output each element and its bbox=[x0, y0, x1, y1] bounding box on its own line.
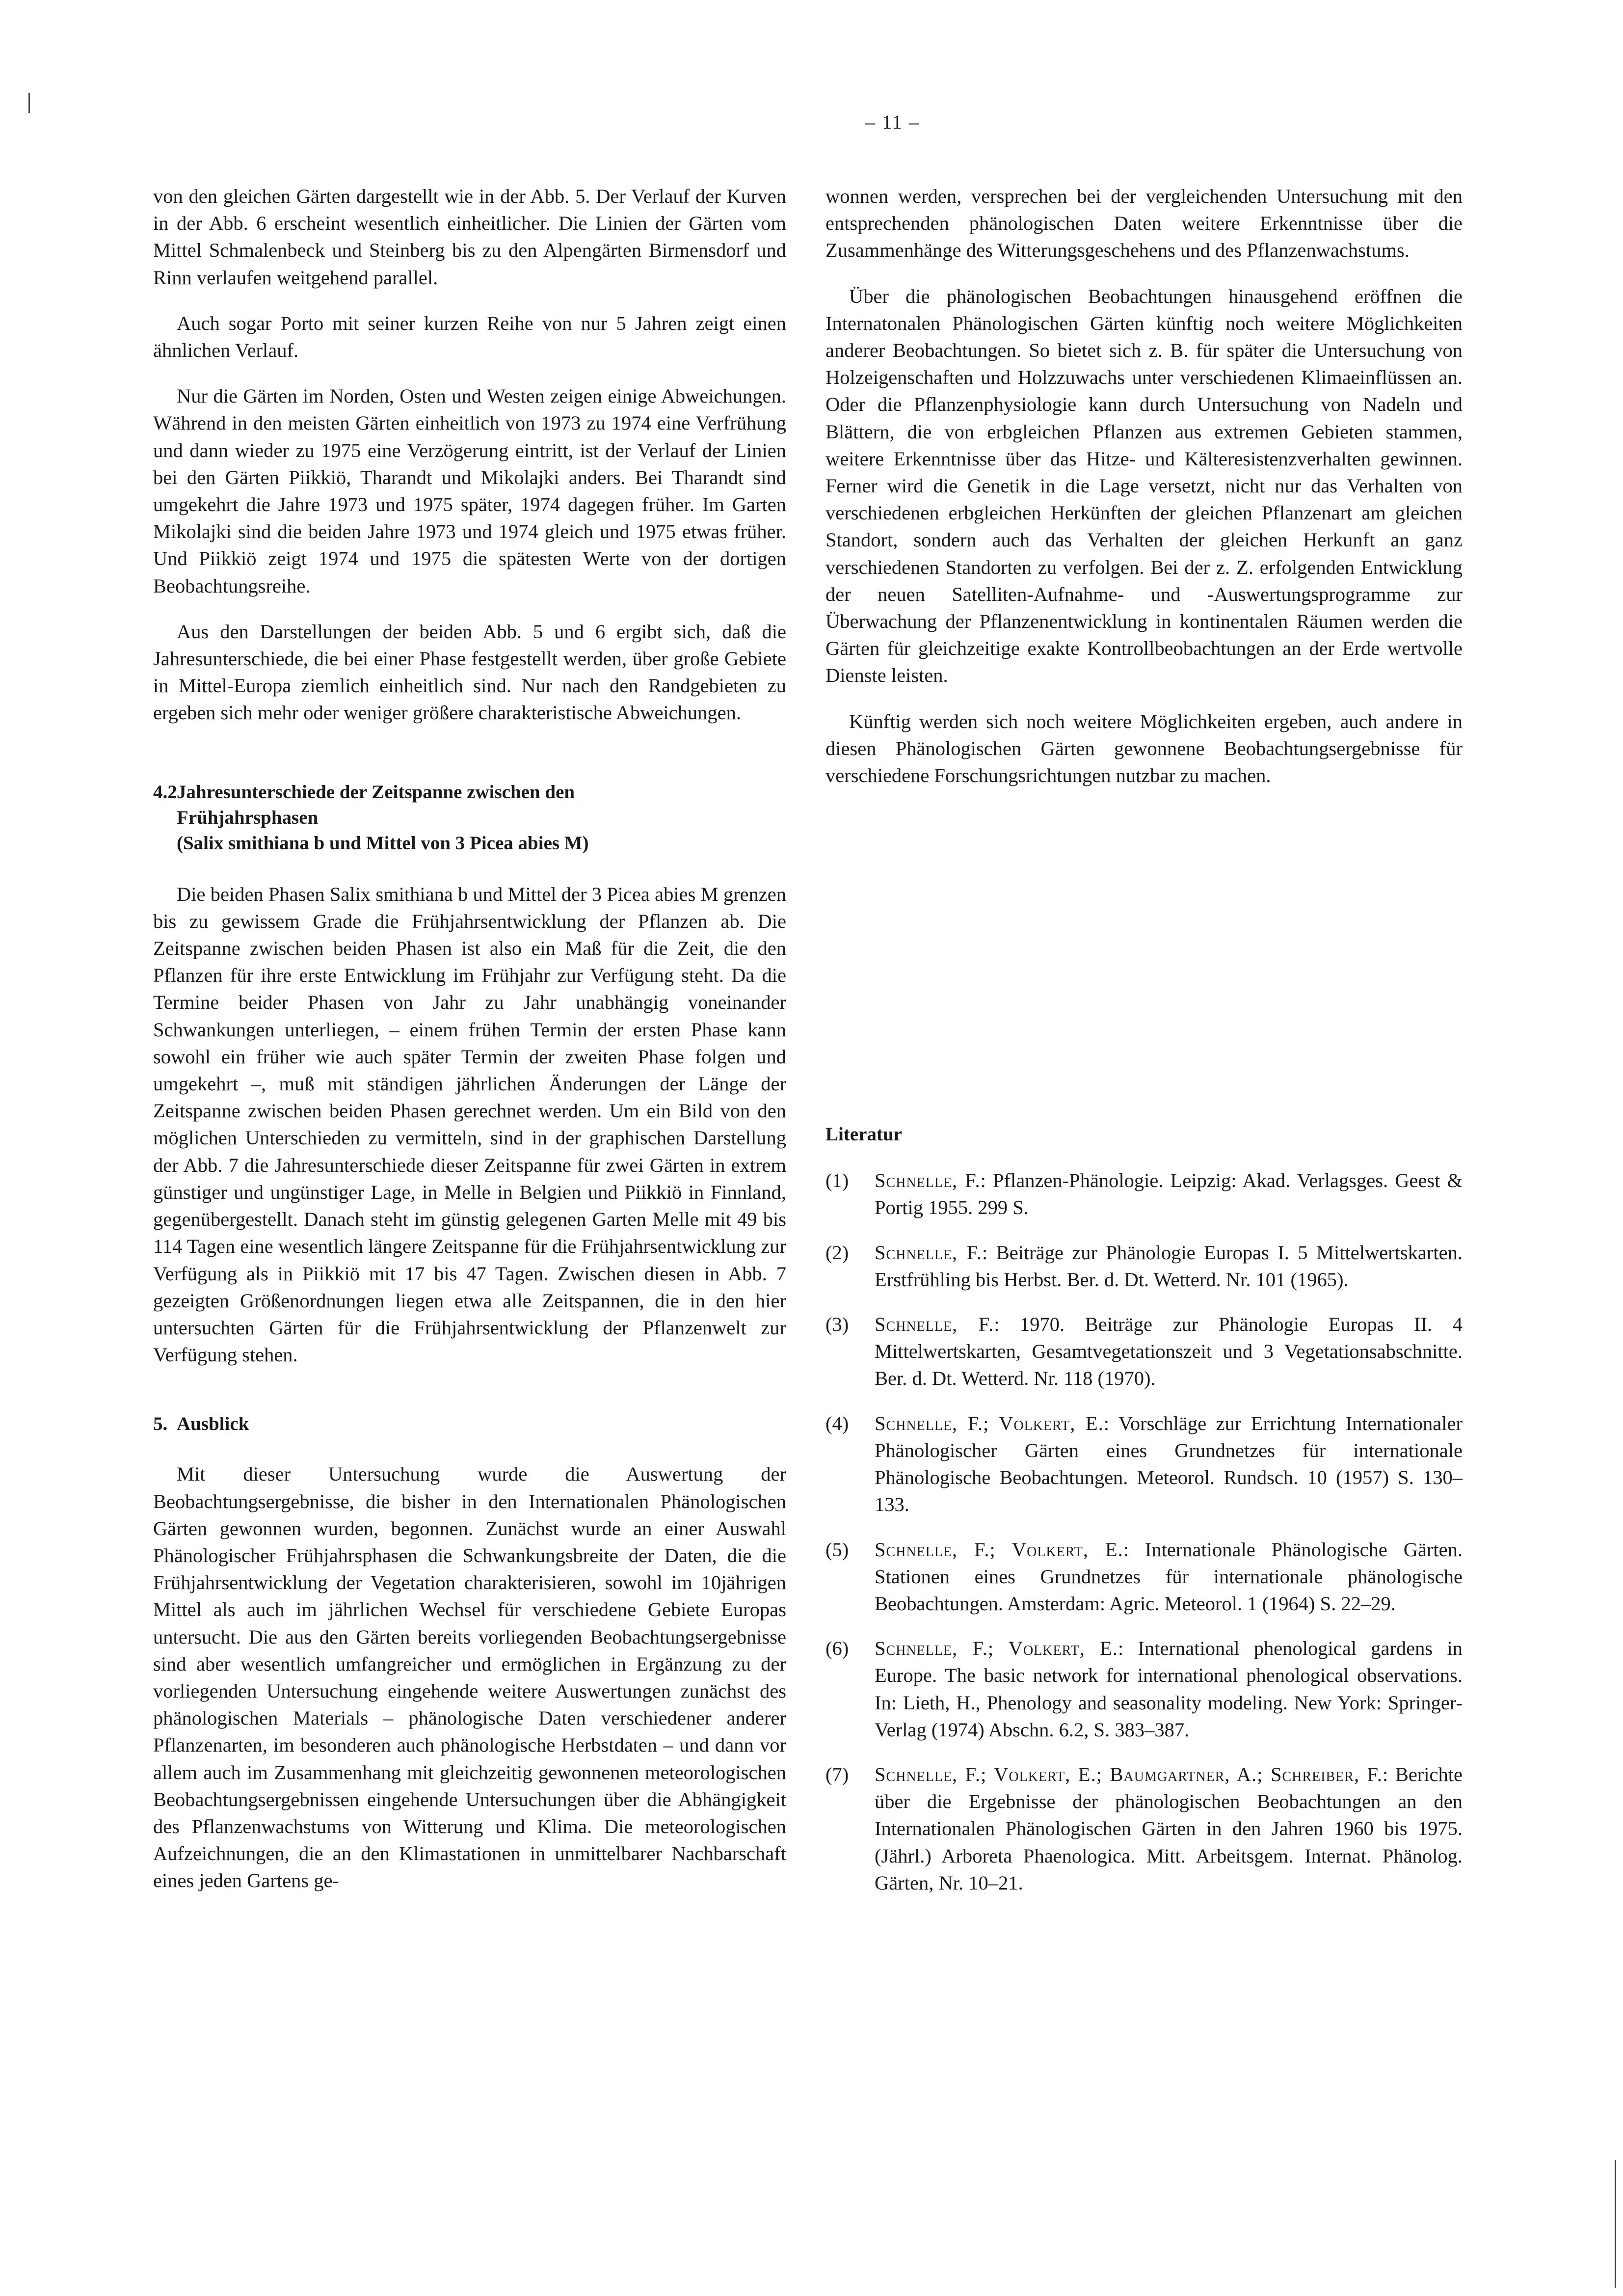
reference-item bbox=[825, 1536, 1463, 1618]
reference-number: (2) bbox=[825, 1241, 849, 1264]
body-paragraph: Über die phänologischen Beobachtungen hinausgehend eröffnen die Internatonalen Phänologischen Gärten künftig noch weitere Möglichkeiten anderer Beobachtungen. So bietet sich z. B. für später die Untersuchung von Holzeigenschaften und Holzzuwachs unter verschiedenen Klimaeinflüssen an. Oder die Pflanzenphysiologie kann durch Untersuchung von Nadeln und Blättern, die von erbgleichen Pflanzen aus extremen Gebieten stammen, weitere Erkenntnisse über das Hitze- und Kälteresistenzverhalten gewinnen. Ferner wird die Genetik in die Lage versetzt, nicht nur das Verhalten von verschiedenen erbgleichen Herkünften der gleichen Pflanzenart am gleichen Standort, sondern auch das Verhalten der gleichen Herkunft an ganz verschiedenen Standorten zu verfolgen. Bei der z. Z. erfolgenden Entwicklung der neuen Satelliten-Aufnahme- und -Auswertungsprogramme zur Überwachung der Pflanzenentwicklung in kontinentalen Räumen werden die Gärten für gleichzeitige exakte Kontrollbeobachtungen an der Erde wertvolle Dienste leisten. bbox=[825, 285, 1463, 687]
section-heading-5 bbox=[153, 1411, 786, 1437]
scan-edge-mark bbox=[1615, 2160, 1616, 2288]
reference-text: : Internationale Phänologische Gärten. Stationen eines Grundnetzes für internationale phänologische Beobachtungen. Amsterdam: Agric. Meteorol. 1 (1964) S. 22–29. bbox=[875, 1538, 1463, 1615]
reference-item bbox=[825, 1167, 1463, 1221]
body-paragraph: Die beiden Phasen Salix smithiana b und Mittel der 3 Picea abies M grenzen bis zu gewissem Grade die Frühjahrsentwicklung der Pflanzen ab. Die Zeitspanne zwischen beiden Phasen ist also ein Maß für die Zeit, die den Pflanzen für ihre erste Entwicklung im Frühjahr zur Verfügung steht. Da die Termine beider Phasen von Jahr zu Jahr unabhängig voneinander Schwankungen unterliegen, – einem frühen Termin der ersten Phase kann sowohl ein früher wie auch später Termin der zweiten Phase folgen und umgekehrt –, muß mit ständigen jährlichen Änderungen der Länge der Zeitspanne zwischen beiden Phasen gerechnet werden. Um ein Bild von den möglichen Unterschieden zu vermitteln, sind in der graphischen Darstellung der Abb. 7 die Jahresunterschiede dieser Zeitspanne für zwei Gärten in extrem günstiger und ungünstiger Lage, in Melle in Belgien und Piikkiö in Finnland, gegenübergestellt. Danach steht im günstig gelegenen Garten Melle mit 49 bis 114 Tagen eine wesentlich längere Zeitspanne für die Frühjahrsentwicklung zur Verfügung als in Piikkiö mit 17 bis 47 Tagen. Zwischen diesen in Abb. 7 gezeigten Größenordnungen liegen etwa alle Zeitspannen, die in den hier untersuchten Gärten für die Frühjahrsentwicklung der Pflanzenwelt zur Verfügung stehen. bbox=[153, 883, 786, 1366]
body-paragraph: wonnen werden, versprechen bei der vergleichenden Untersuchung mit den entsprechenden phänologischen Daten weitere Erkenntnisse über die Zusammenhänge des Witterungsgeschehens und des Pflanzenwachstums. bbox=[825, 185, 1463, 262]
reference-number: (1) bbox=[825, 1169, 849, 1192]
reference-item bbox=[825, 1761, 1463, 1896]
reference-text: : Beiträge zur Phänologie Europas I. 5 Mittelwertskarten. Erstfrühling bis Herbst. Ber. d. Dt. Wetterd. Nr. 101 (1965). bbox=[875, 1241, 1463, 1291]
reference-authors: Schnelle, F. bbox=[875, 1313, 994, 1336]
section-heading-4-2 bbox=[153, 780, 786, 856]
left-column bbox=[153, 183, 786, 1913]
reference-number: (4) bbox=[825, 1412, 849, 1434]
section-title-line: Jahresunterschiede der Zeitspanne zwischen den bbox=[177, 781, 575, 803]
section-title-line: (Salix smithiana b und Mittel von 3 Picea abies M) bbox=[177, 832, 589, 854]
reference-number: (5) bbox=[825, 1538, 849, 1561]
reference-text: : Vorschläge zur Errichtung Internationaler Phänologischer Gärten eines Grundnetzes für internationale Phänologische Beobachtungen. Meteorol. Rundsch. 10 (1957) S. 130–133. bbox=[875, 1412, 1463, 1516]
reference-number: (3) bbox=[825, 1313, 849, 1336]
reference-text: : Pflanzen-Phänologie. Leipzig: Akad. Verlagsges. Geest & Portig 1955. 299 S. bbox=[875, 1169, 1463, 1219]
reference-authors: Schnelle, F.; Volkert, E. bbox=[875, 1637, 1118, 1660]
reference-authors: Schnelle, F.; Volkert, E. bbox=[875, 1538, 1123, 1561]
body-paragraph: Künftig werden sich noch weitere Möglichkeiten ergeben, auch andere in diesen Phänologischen Gärten gewonnene Beobachtungsergebnisse für verschiedene Forschungsrichtungen nutzbar zu machen. bbox=[825, 710, 1463, 787]
section-title-line: Frühjahrsphasen bbox=[177, 807, 319, 828]
scan-edge-mark bbox=[28, 93, 30, 113]
reference-list bbox=[825, 1167, 1463, 1896]
section-number: 5. bbox=[153, 1413, 168, 1435]
reference-item bbox=[825, 1239, 1463, 1293]
reference-text: : 1970. Beiträge zur Phänologie Europas II. 4 Mittelwertskarten, Gesamtvegetationszeit und 3 Vegetationsabschnitte. Ber. d. Dt. Wetterd. Nr. 118 (1970). bbox=[875, 1313, 1463, 1390]
body-paragraph: von den gleichen Gärten dargestellt wie in der Abb. 5. Der Verlauf der Kurven in der Abb. 6 erscheint wesentlich einheitlicher. Die Linien der Gärten vom Mittel Schmalenbeck und Steinberg bis zu den Alpengärten Birmensdorf und Rinn verlaufen weitgehend parallel. bbox=[153, 185, 786, 289]
reference-number: (7) bbox=[825, 1763, 849, 1785]
reference-item bbox=[825, 1410, 1463, 1518]
body-paragraph: Auch sogar Porto mit seiner kurzen Reihe von nur 5 Jahren zeigt einen ähnlichen Verlauf. bbox=[153, 312, 786, 362]
reference-authors: Schnelle, F.; Volkert, E.; Baumgartner, A.; Schreiber, F. bbox=[875, 1763, 1383, 1785]
page-number: – 11 – bbox=[865, 111, 920, 133]
reference-item bbox=[825, 1635, 1463, 1743]
reference-authors: Schnelle, F. bbox=[875, 1169, 981, 1192]
body-paragraph: Mit dieser Untersuchung wurde die Auswertung der Beobachtungsergebnisse, die bisher in den Internationalen Phänologischen Gärten gewonnen wurden, begonnen. Zunächst wurde an einer Auswahl Phänologischer Frühjahrsphasen die Schwankungsbreite der Daten, die die Frühjahrsentwicklung der Vegetation charakterisieren, sowohl im 10jährigen Mittel als auch im jährlichen Wechsel für verschiedene Gebiete Europas untersucht. Die aus den Gärten bereits vorliegenden Beobachtungsergebnisse sind aber wesentlich umfangreicher und ermöglichen in Ergänzung zu der vorliegenden Untersuchung eingehende weitere Auswertungen zunächst des phänologischen Materials – phänologische Daten verschiedener anderer Pflanzenarten, im besonderen auch phänologische Herbstdaten – und dann vor allem auch im Zusammenhang mit gleichzeitig gewonnenen meteorologischen Beobachtungsergebnissen eingehende Untersuchungen über die Abhängigkeit des Pflanzenwachstums von Witterung und Klima. Die meteorologischen Aufzeichnungen, die an den Klimastationen in unmittelbarer Nachbarschaft eines jeden Gartens ge- bbox=[153, 1463, 786, 1892]
reference-number: (6) bbox=[825, 1637, 849, 1660]
section-number: 4.2 bbox=[153, 781, 177, 803]
section-title: Ausblick bbox=[177, 1413, 249, 1435]
reference-item bbox=[825, 1311, 1463, 1392]
reference-authors: Schnelle, F. bbox=[875, 1241, 983, 1264]
reference-authors: Schnelle, F.; Volkert, E. bbox=[875, 1412, 1104, 1434]
literature-heading: Literatur bbox=[825, 1124, 902, 1145]
reference-text: : Berichte über die Ergebnisse der phänologischen Beobachtungen an den Internationalen Phänologischen Gärten in den Jahren 1960 bis 1975. (Jährl.) Arboreta Phaenologica. Mitt. Arbeitsgem. Internat. Phänolog. Gärten, Nr. 10–21. bbox=[875, 1763, 1463, 1894]
body-paragraph: Aus den Darstellungen der beiden Abb. 5 und 6 ergibt sich, daß die Jahresunterschiede, die bei einer Phase festgestellt werden, über große Gebiete in Mittel-Europa ziemlich einheitlich sind. Nur nach den Randgebieten zu ergeben sich mehr oder weniger größere charakteristische Abweichungen. bbox=[153, 620, 786, 724]
reference-text: : International phenological gardens in Europe. The basic network for international phenological observations. In: Lieth, H., Phenology and seasonality modeling. New York: Springer-Verlag (1974) Abschn. 6.2, S. 383–387. bbox=[875, 1637, 1463, 1741]
body-paragraph: Nur die Gärten im Norden, Osten und Westen zeigen einige Abweichungen. Während in den meisten Gärten einheitlich von 1973 zu 1974 eine Verfrühung und dann wieder zu 1975 eine Verzögerung eintritt, ist der Verlauf der Linien bei den Gärten Piikkiö, Tharandt und Mikolajki anders. Bei Tharandt sind umgekehrt die Jahre 1973 und 1975 später, 1974 dagegen früher. Im Garten Mikolajki sind die beiden Jahre 1973 und 1974 gleich und 1975 etwas früher. Und Piikkiö zeigt 1974 und 1975 die spätesten Werte von der dortigen Beobachtungsreihe. bbox=[153, 385, 786, 597]
section-title bbox=[177, 780, 786, 856]
right-column bbox=[825, 183, 1463, 1914]
